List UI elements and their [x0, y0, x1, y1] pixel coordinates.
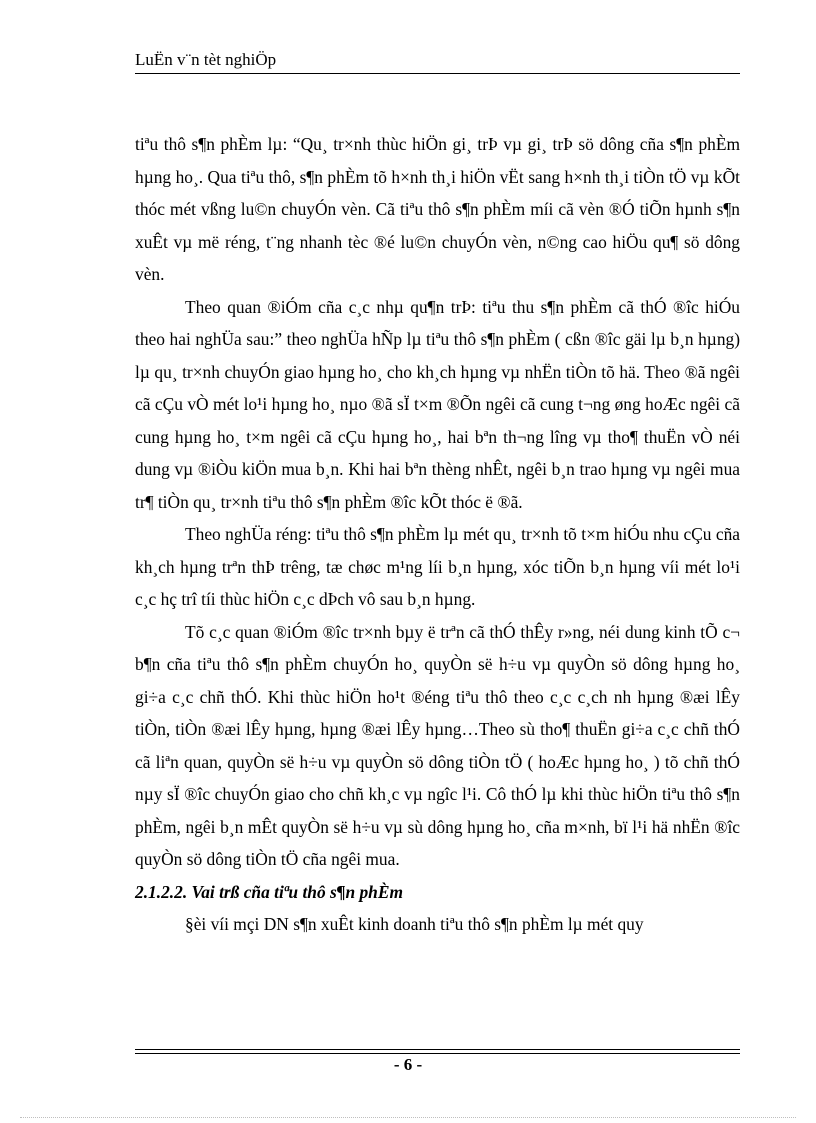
- paragraph-broad-definition: Theo nghÜa réng: tiªu thô s¶n phÈm lµ mét qu¸ tr×nh tõ t×m hiÓu nhu cÇu cña kh¸ch hµng trªn thÞ trêng, tæ chøc m¹ng líi b¸n hµng, xóc tiÕn b¸n hµng víi mét lo¹i c¸c hç trî tíi thùc hiÖn c¸c dÞch vô sau b¸n hµng.: [135, 524, 740, 609]
- paragraph-continuation: tiªu thô s¶n phÈm lµ: “Qu¸ tr×nh thùc hiÖn gi¸ trÞ vµ gi¸ trÞ sö dông cña s¶n phÈm hµng ho¸. Qua tiªu thô, s¶n phÈm tõ h×nh th¸i hiÖn vËt sang h×nh th¸i tiÒn tÖ vµ kÕt thóc mét vßng lu©n chuyÓn vèn. Cã tiªu thô s¶n phÈm míi cã vèn ®Ó tiÕn hµnh s¶n xuÊt vµ më réng, t¨ng nhanh tèc ®é lu©n chuyÓn vèn, n©ng cao hiÖu qu¶ sö dông vèn.: [135, 134, 740, 284]
- paragraph-economic-content: Tõ c¸c quan ®iÓm ®îc tr×nh bµy ë trªn cã thÓ thÊy r»ng, néi dung kinh tÕ c¬ b¶n cña tiªu thô s¶n phÈm chuyÓn ho¸ quyÒn së h÷u vµ quyÒn sö dông hµng ho¸ gi÷a c¸c chñ thÓ. Khi thùc hiÖn ho¹t ®éng tiªu thô theo c¸c c¸ch nh hµng ®æi lÊy tiÒn, tiÒn ®æi lÊy hµng, hµng ®æi lÊy hµng…Theo sù tho¶ thuËn gi÷a c¸c chñ thÓ cã liªn quan, quyÒn së h÷u vµ quyÒn sö dông tiÒn tÖ ( hoÆc hµng ho¸ ) tõ chñ thÓ nµy sÏ ®îc chuyÓn giao cho chñ kh¸c vµ ngîc l¹i. Cô thÓ lµ khi thùc hiÖn tiªu thô s¶n phÈm, ngêi b¸n mÊt quyÒn së h÷u vµ sù dông hµng ho¸ cña m×nh, bï l¹i hä nhËn ®îc quyÒn sö dông tiÒn tÖ cña ngêi mua.: [135, 621, 740, 869]
- section-heading: 2.1.2.2. Vai trß cña tiªu thô s¶n phÈm: [135, 881, 403, 902]
- page-edge-divider: [20, 1117, 796, 1118]
- header-rule: [135, 73, 740, 74]
- page-number: - 6 -: [393, 1055, 423, 1074]
- paragraph-section-start: §èi víi mçi DN s¶n xuÊt kinh doanh tiªu thô s¶n phÈm lµ mét quy: [185, 914, 644, 934]
- footer-rule: [135, 1049, 740, 1050]
- running-header-title: LuËn v¨n tèt nghiÖp: [135, 50, 277, 69]
- paragraph-narrow-definition: Theo quan ®iÓm cña c¸c nhµ qu¶n trÞ: tiªu thu s¶n phÈm cã thÓ ®îc hiÓu theo hai nghÜa sau:” theo nghÜa hÑp lµ tiªu thô s¶n phÈm ( cßn ®îc gäi lµ b¸n hµng) lµ qu¸ tr×nh chuyÓn giao hµng ho¸ cho kh¸ch hµng vµ nhËn tiÒn tõ hä. Theo ®ã ngêi cã cÇu vÒ mét lo¹i hµng ho¸ nµo ®ã sÏ t×m ®Õn ngêi cã cung t¬ng øng hoÆc ngêi cã cung hµng ho¸ t×m ngêi cã cÇu hµng ho¸, hai bªn th¬ng lîng vµ tho¶ thuËn vÒ néi dung vµ ®iÒu kiÖn mua b¸n. Khi hai bªn thèng nhÊt, ngêi b¸n trao hµng vµ ngêi mua tr¶ tiÒn qu¸ tr×nh tiªu thô s¶n phÈm ®îc kÕt thóc ë ®ã.: [135, 296, 740, 512]
- document-body: [135, 128, 740, 941]
- footer-rule-double: [135, 1053, 740, 1054]
